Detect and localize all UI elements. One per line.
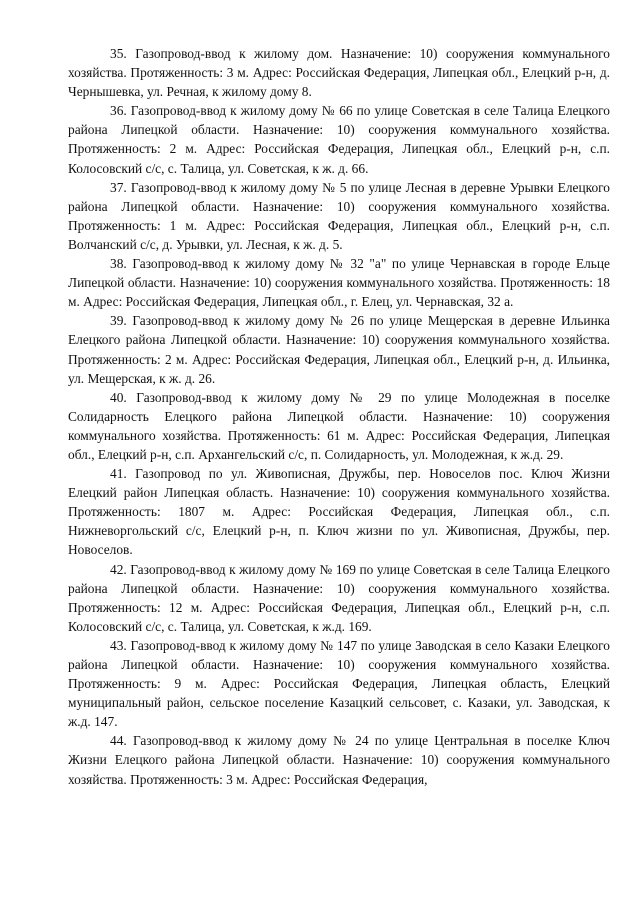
list-item-39: 39. Газопровод-ввод к жилому дому № 26 по улице Мещерская в деревне Ильинка Елецкого района Липецкой области. Назначение: 10) сооружения коммунального хозяйства. Протяженность: 2 м. Адрес: Российская Федерация, Липецкая обл., Елецкий р-н, д. Ильинка, ул. Мещерская, к ж. д. 26.: [68, 313, 610, 386]
list-item-40: 40. Газопровод-ввод к жилому дому № 29 по улице Молодежная в поселке Солидарность Елецкого района Липецкой области. Назначение: 10) сооружения коммунального хозяйства. Протяженность: 61 м. Адрес: Российская Федерация, Липецкая обл., Елецкий р-н, с.п. Архангельский с/с, п. Солидарность, ул. Молодежная, к ж.д. 29.: [68, 389, 610, 462]
list-item-42: 42. Газопровод-ввод к жилому дому № 169 по улице Советская в селе Талица Елецкого района Липецкой области. Назначение: 10) сооружения коммунального хозяйства. Протяженность: 12 м. Адрес: Российская Федерация, Липецкая обл., Елецкий р-н, с.п. Колосовский с/с, с. Талица, ул. Советская, к ж.д. 169.: [68, 561, 610, 634]
list-item-37: 37. Газопровод-ввод к жилому дому № 5 по улице Лесная в деревне Урывки Елецкого района Липецкой области. Назначение: 10) сооружения коммунального хозяйства. Протяженность: 1 м. Адрес: Российская Федерация, Липецкая обл., Елецкий р-н, с.п. Волчанский с/с, д. Урывки, ул. Лесная, к ж. д. 5.: [68, 179, 610, 252]
list-item-44: 44. Газопровод-ввод к жилому дому № 24 по улице Центральная в поселке Ключ Жизни Елецкого района Липецкой области. Назначение: 10) сооружения коммунального хозяйства. Протяженность: 3 м. Адрес: Российская Федерация,: [68, 733, 610, 787]
list-item-43: 43. Газопровод-ввод к жилому дому № 147 по улице Заводская в село Казаки Елецкого района Липецкой области. Назначение: 10) сооружения коммунального хозяйства. Протяженность: 9 м. Адрес: Российская Федерация, Липецкая область, Елецкий муниципальный район, сельское поселение Казацкий сельсовет, с. Казаки, ул. Заводская, к ж.д. 147.: [68, 637, 610, 730]
list-item-36: 36. Газопровод-ввод к жилому дому № 66 по улице Советская в селе Талица Елецкого района Липецкой области. Назначение: 10) сооружения коммунального хозяйства. Протяженность: 2 м. Адрес: Российская Федерация, Липецкая обл., Елецкий р-н, с.п. Колосовский с/с, с. Талица, ул. Советская, к ж. д. 66.: [68, 103, 610, 176]
list-item-35: 35. Газопровод-ввод к жилому дом. Назначение: 10) сооружения коммунального хозяйства. Протяженность: 3 м. Адрес: Российская Федерация, Липецкая обл., Елецкий р-н, д. Чернышевка, ул. Речная, к жилому дому 8.: [68, 46, 610, 100]
list-item-41: 41. Газопровод по ул. Живописная, Дружбы, пер. Новоселов пос. Ключ Жизни Елецкий район Липецкая область. Назначение: 10) сооружения коммунального хозяйства. Протяженность: 1807 м. Адрес: Российская Федерация, Липецкая обл., с.п. Нижневоргольский с/с, Елецкий р-н, п. Ключ жизни по ул. Живописная, Дружбы, пер. Новоселов.: [68, 466, 610, 558]
list-item-38: 38. Газопровод-ввод к жилому дому № 32 "а" по улице Чернавская в городе Ельце Липецкой области. Назначение: 10) сооружения коммунального хозяйства. Протяженность: 18 м. Адрес: Российская Федерация, Липецкая обл., г. Елец, ул. Чернавская, 32 а.: [68, 256, 610, 310]
document-page: [68, 44, 610, 789]
